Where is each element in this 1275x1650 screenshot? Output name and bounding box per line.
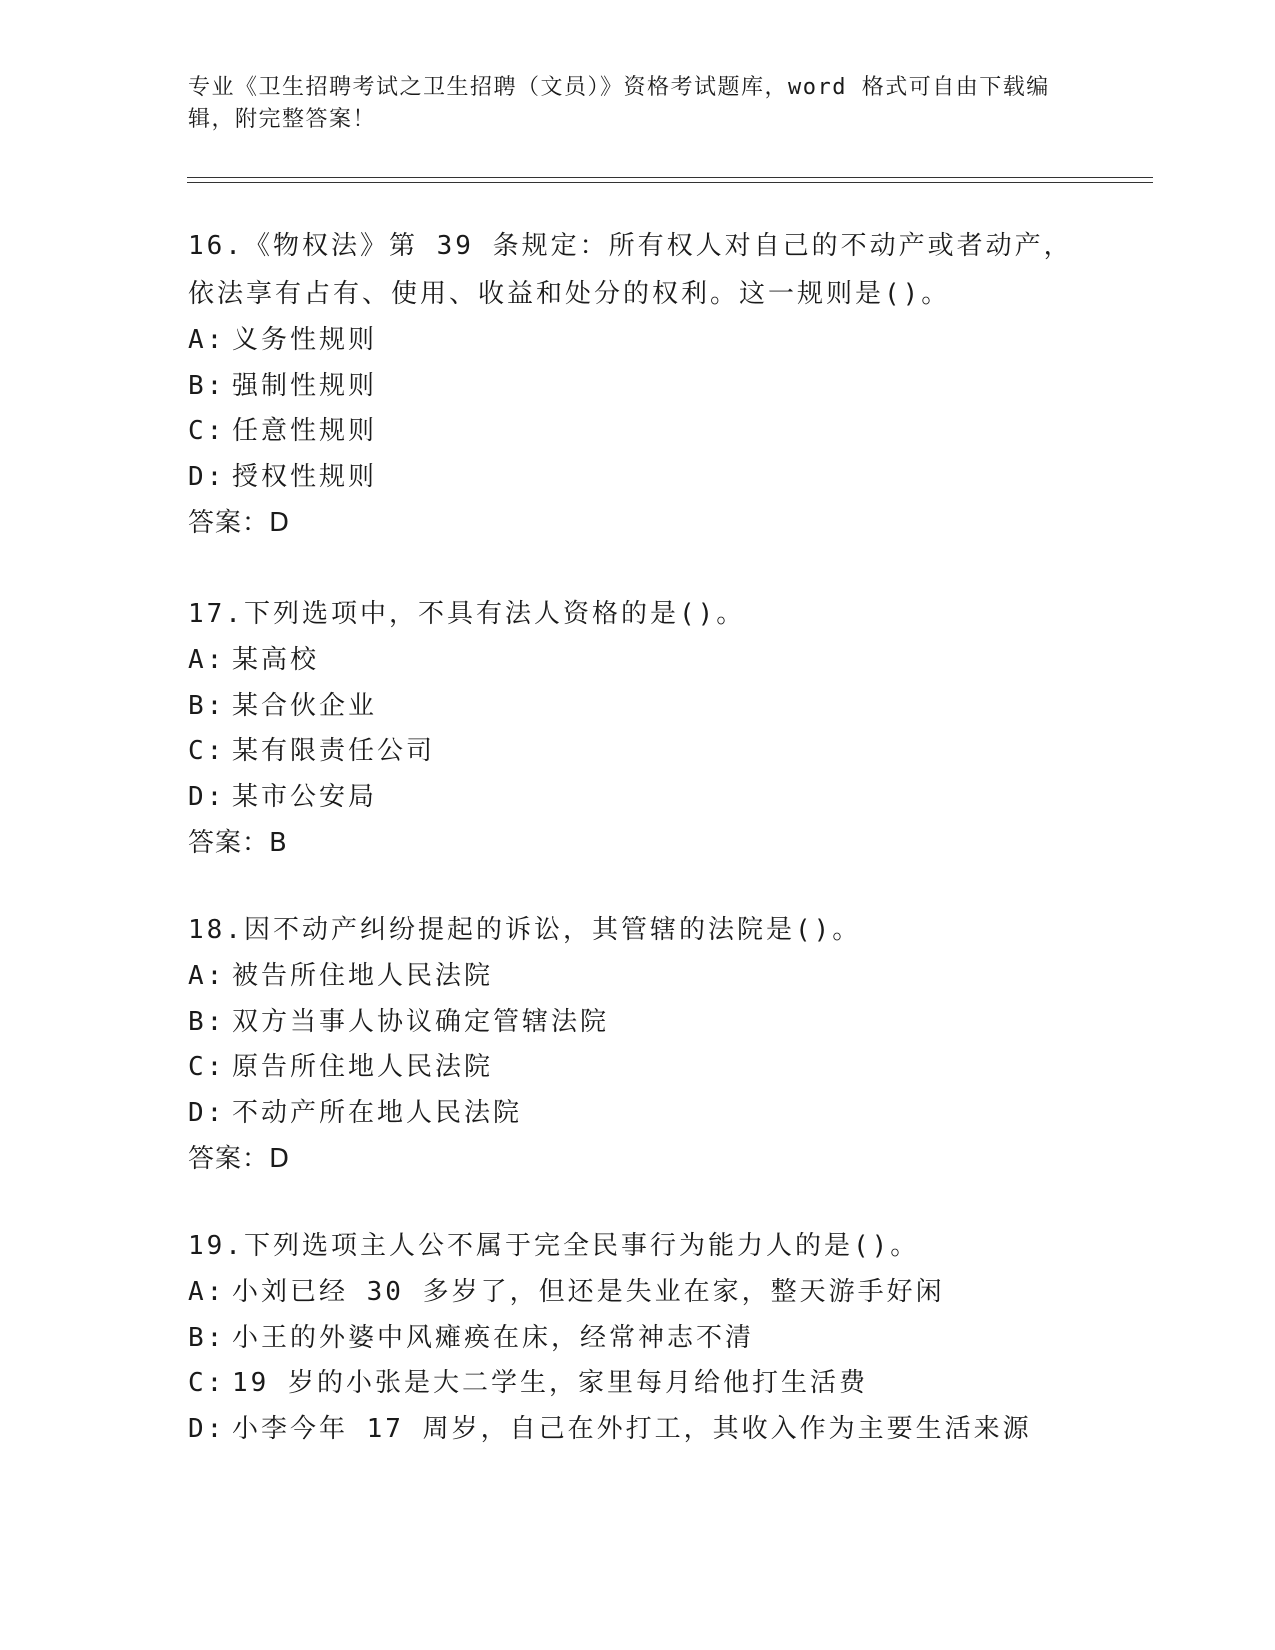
option-b [188,364,1088,410]
header-divider-bottom [187,182,1153,183]
option-letter: B: [188,690,226,721]
answer-line [188,500,1088,546]
option-letter: D: [188,781,226,812]
option-text: 原告所住地人民法院 [232,1052,494,1082]
answer-value: B [269,828,288,858]
option-letter: A: [188,961,226,991]
option-text: 强制性规则 [232,370,378,401]
answer-prefix: 答案： [188,508,270,538]
question-stem: 18.因不动产纠纷提起的诉讼，其管辖的法院是()。 [188,915,862,945]
question-stem: 16.《物权法》第 39 条规定：所有权人对自己的不动产或者动产，依法享有占有、使用、收益和处分的权利。这一规则是()。 [188,231,1073,309]
option-d [188,1407,1088,1453]
header-title: 专业《卫生招聘考试之卫生招聘（文员）》资格考试题库，word 格式可自由下载编辑，附完整答案！ [188,75,1050,132]
question-16 [188,222,1088,546]
option-text: 某高校 [232,645,320,675]
option-d [188,455,1088,501]
answer-line [188,1136,1088,1182]
option-text: 某市公安局 [232,781,378,812]
option-text: 小刘已经 30 多岁了，但还是失业在家，整天游手好闲 [232,1277,945,1307]
option-b [188,1000,1088,1046]
option-text: 不动产所在地人民法院 [232,1097,523,1128]
answer-value: D [269,508,291,538]
option-text: 被告所住地人民法院 [232,961,494,991]
option-letter: C: [188,1368,226,1398]
option-a [188,1270,1088,1316]
option-letter: B: [188,370,226,401]
option-a [188,318,1088,364]
option-letter: B: [188,1322,226,1353]
header-divider-top [187,177,1153,178]
option-letter: C: [188,416,226,446]
option-c [188,409,1088,455]
answer-prefix: 答案： [188,828,270,858]
option-letter: A: [188,1277,226,1307]
answer-prefix: 答案： [188,1144,270,1174]
option-text: 任意性规则 [232,416,378,446]
option-a [188,954,1088,1000]
option-c [188,729,1088,775]
option-text: 双方当事人协议确定管辖法院 [232,1006,610,1037]
question-stem: 17.下列选项中，不具有法人资格的是()。 [188,599,746,629]
option-c [188,1361,1088,1407]
option-b [188,684,1088,730]
option-letter: C: [188,1052,226,1082]
option-letter: D: [188,461,226,492]
option-a [188,638,1088,684]
question-17 [188,590,1088,866]
option-d [188,775,1088,821]
option-text: 某有限责任公司 [232,736,436,766]
option-letter: D: [188,1413,226,1444]
option-letter: B: [188,1006,226,1037]
option-text: 19 岁的小张是大二学生，家里每月给他打生活费 [232,1368,868,1398]
option-b [188,1316,1088,1362]
option-text: 义务性规则 [232,325,378,355]
option-letter: C: [188,736,226,766]
option-letter: D: [188,1097,226,1128]
answer-value: D [269,1144,291,1174]
option-letter: A: [188,645,226,675]
option-text: 某合伙企业 [232,690,378,721]
option-text: 小王的外婆中风瘫痪在床，经常神志不清 [232,1322,755,1353]
option-text: 授权性规则 [232,461,378,492]
question-19 [188,1222,1088,1452]
question-stem: 19.下列选项主人公不属于完全民事行为能力人的是()。 [188,1231,920,1261]
option-d [188,1091,1088,1137]
question-18 [188,906,1088,1182]
option-letter: A: [188,325,226,355]
option-c [188,1045,1088,1091]
document-header [188,72,1068,136]
option-text: 小李今年 17 周岁，自己在外打工，其收入作为主要生活来源 [232,1413,1032,1444]
answer-line [188,820,1088,866]
